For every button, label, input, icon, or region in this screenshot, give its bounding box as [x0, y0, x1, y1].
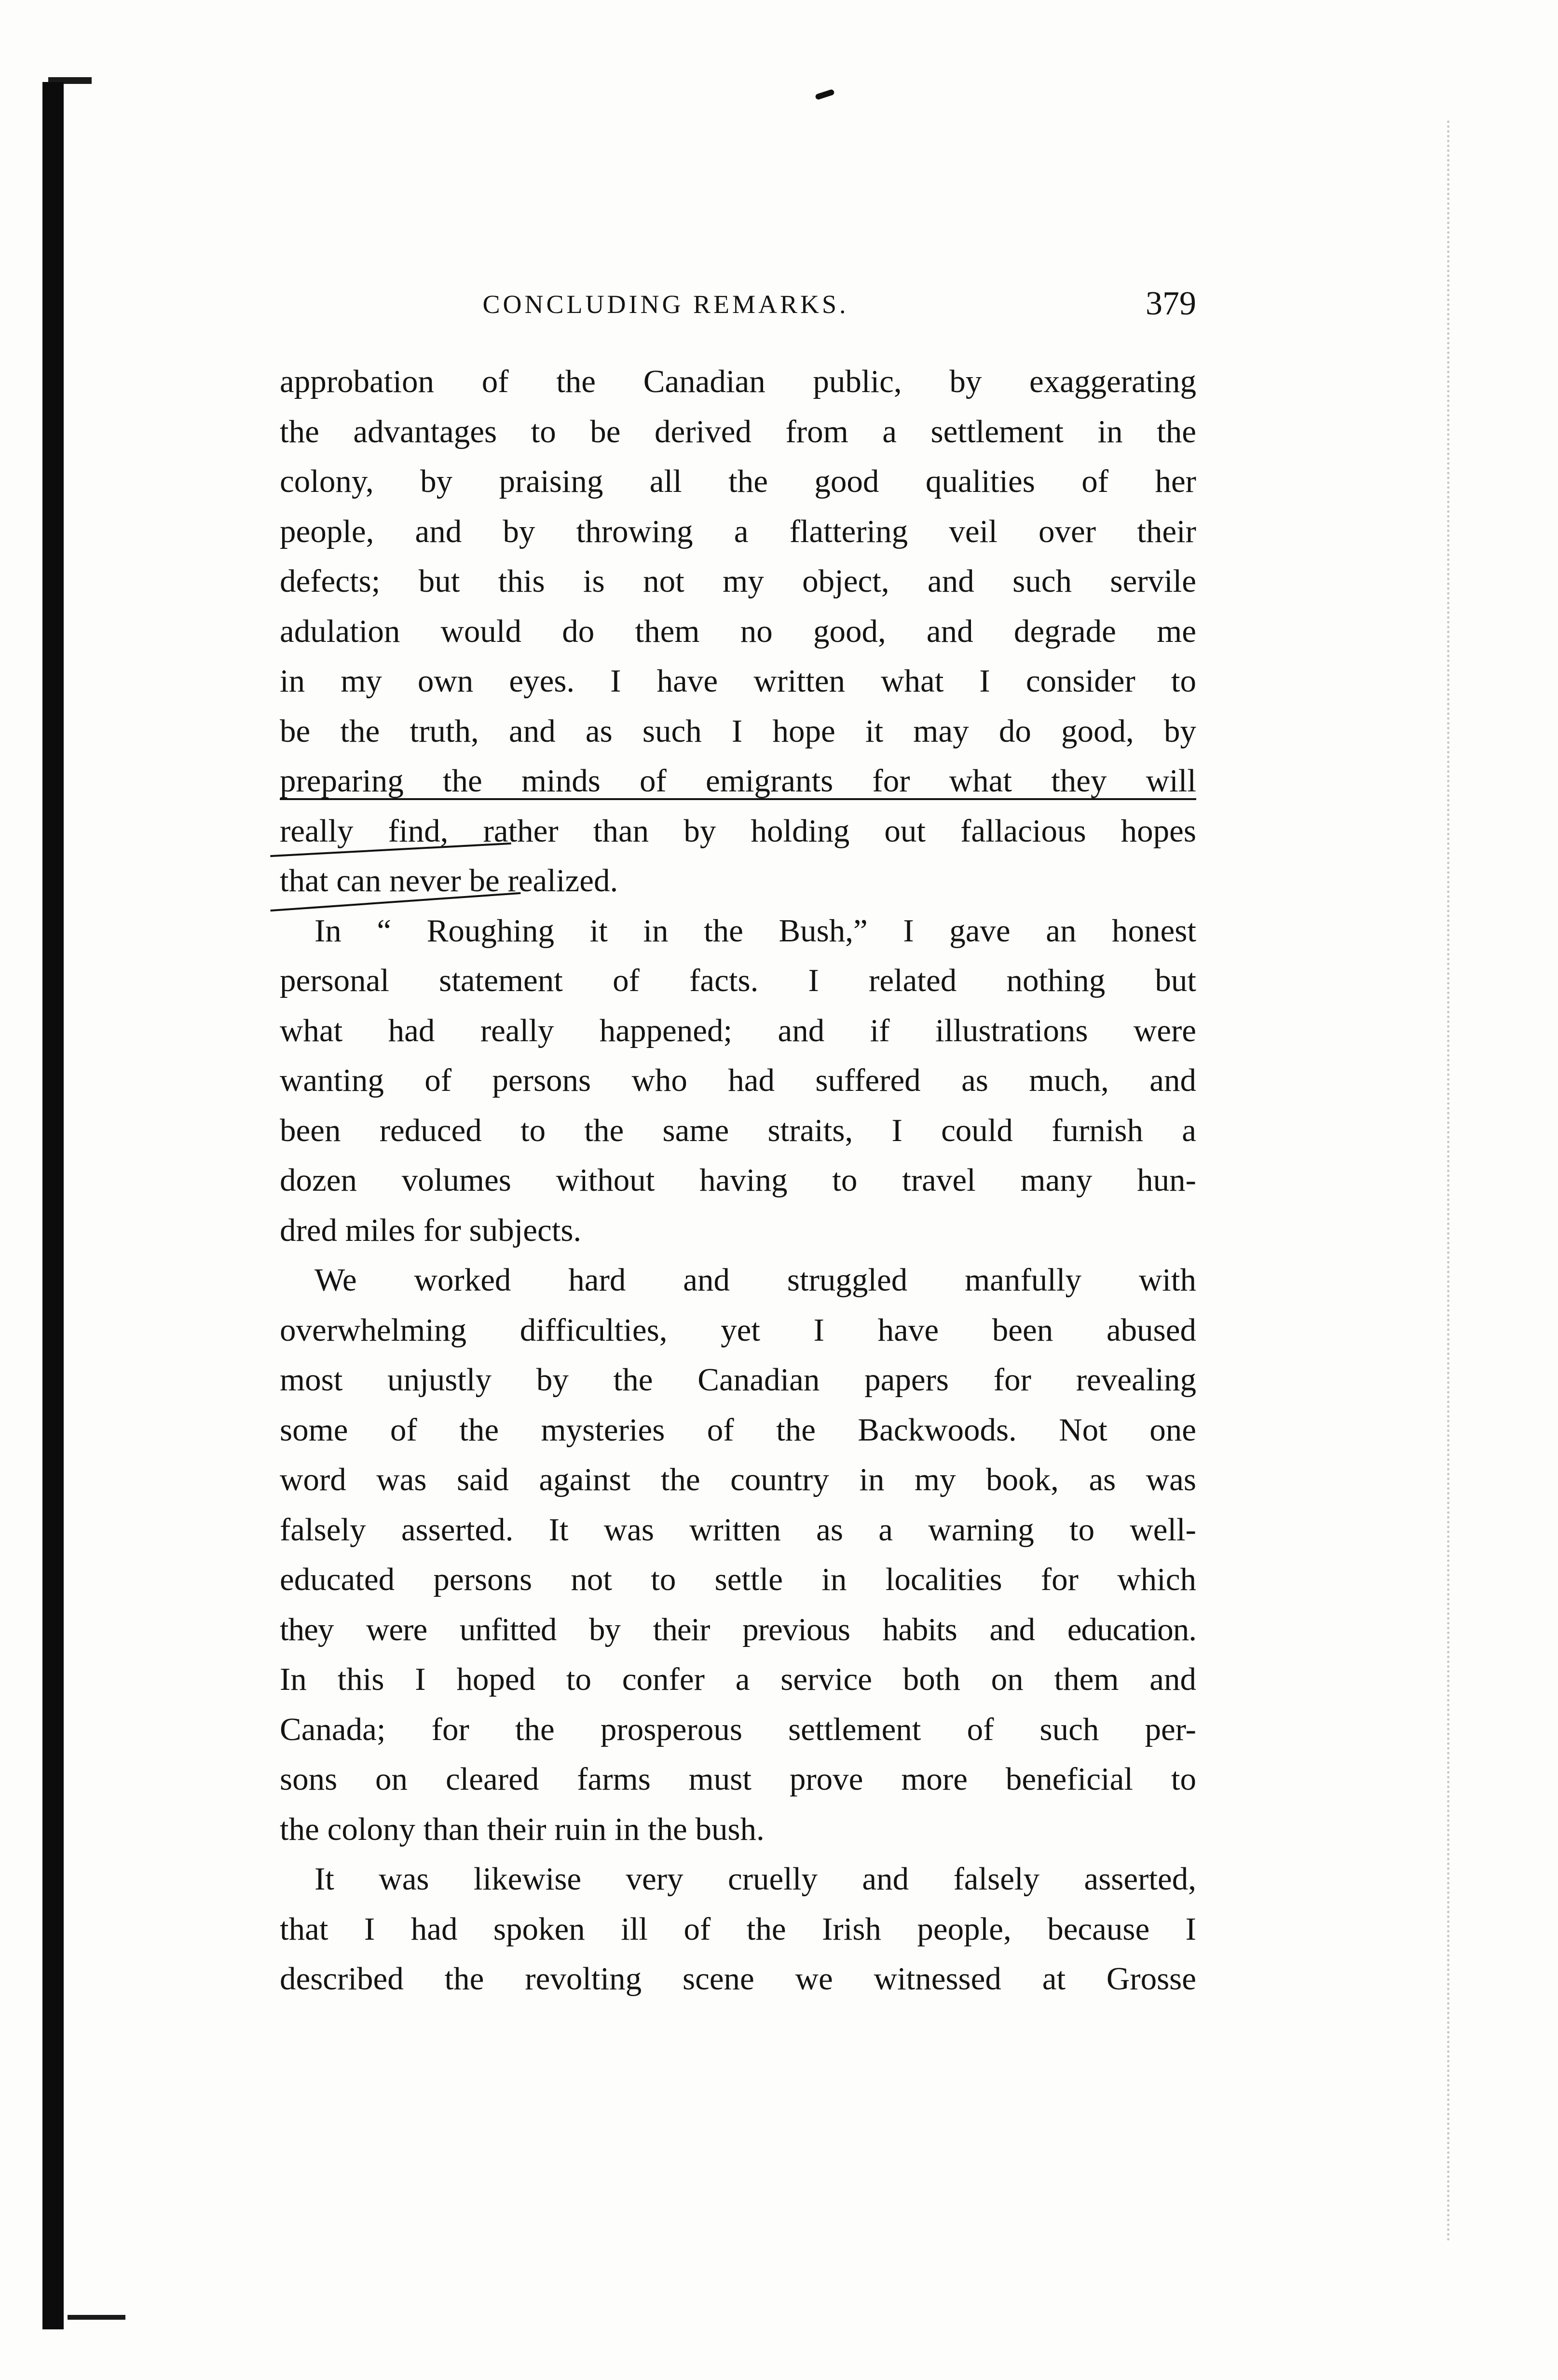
text-line: colony, by praising all the good qualities of her [280, 463, 1196, 499]
text-line: We worked hard and struggled manfully with [314, 1262, 1196, 1298]
text-line: most unjustly by the Canadian papers for revealing [280, 1362, 1196, 1398]
text-line: approbation of the Canadian public, by exaggerating [280, 364, 1196, 399]
text-line: falsely asserted. It was written as a warning to well- [280, 1511, 1196, 1548]
text-line: In “ Roughing it in the Bush,” I gave an honest [314, 912, 1196, 949]
running-title: CONCLUDING REMARKS. [482, 290, 849, 319]
text-line: wanting of persons who had suffered as much, and [280, 1062, 1196, 1098]
text-line-underlined: preparing the minds of emigrants for what they will [280, 763, 1196, 799]
paragraph [280, 1854, 1196, 2004]
text-line: dred miles for subjects. [280, 1212, 582, 1248]
text-line: that can never be realized. [280, 863, 618, 898]
text-line: they were unfitted by their previous habits and education. [280, 1611, 1196, 1647]
text-line: dozen volumes without having to travel many hun- [280, 1162, 1196, 1198]
paragraph [280, 1255, 1196, 1854]
paragraph [280, 906, 1196, 1256]
text-line: In this I hoped to confer a service both on them and [280, 1661, 1196, 1697]
text-line: sons on cleared farms must prove more beneficial to [280, 1761, 1196, 1797]
binding-edge [42, 82, 64, 2329]
paragraph [280, 357, 1196, 906]
running-head [280, 285, 1196, 328]
text-line: the advantages to be derived from a settlement in the [280, 413, 1196, 449]
binding-edge-foot [68, 2315, 125, 2320]
text-line: Canada; for the prosperous settlement of such per- [280, 1711, 1196, 1747]
text-line: adulation would do them no good, and degrade me [280, 613, 1196, 649]
text-line: described the revolting scene we witnessed at Grosse [280, 1961, 1196, 1997]
page-trim-edge [1447, 121, 1449, 2243]
text-line: in my own eyes. I have written what I consider to [280, 663, 1196, 699]
text-line: It was likewise very cruelly and falsely asserted, [314, 1861, 1196, 1897]
text-line: that I had spoken ill of the Irish people, because I [280, 1911, 1196, 1947]
text-line: people, and by throwing a flattering veil over their [280, 513, 1196, 549]
text-line: word was said against the country in my book, as was [280, 1462, 1196, 1497]
text-line: personal statement of facts. I related nothing but [280, 963, 1196, 998]
text-line: the colony than their ruin in the bush. [280, 1811, 765, 1847]
page-number: 379 [1146, 285, 1196, 322]
text-line-annotated: really find, rather than by holding out fallacious hopes [280, 813, 1196, 849]
text-line: be the truth, and as such I hope it may do good, by [280, 713, 1196, 749]
text-line: what had really happened; and if illustrations were [280, 1012, 1196, 1048]
ink-mark [815, 89, 835, 100]
text-line: been reduced to the same straits, I could furnish a [280, 1112, 1196, 1148]
body-text [280, 357, 1196, 2004]
text-line: some of the mysteries of the Backwoods. Not one [280, 1412, 1196, 1448]
text-line: overwhelming difficulties, yet I have been abused [280, 1312, 1196, 1348]
text-line: educated persons not to settle in localities for which [280, 1562, 1196, 1597]
text-line: defects; but this is not my object, and such servile [280, 563, 1196, 599]
